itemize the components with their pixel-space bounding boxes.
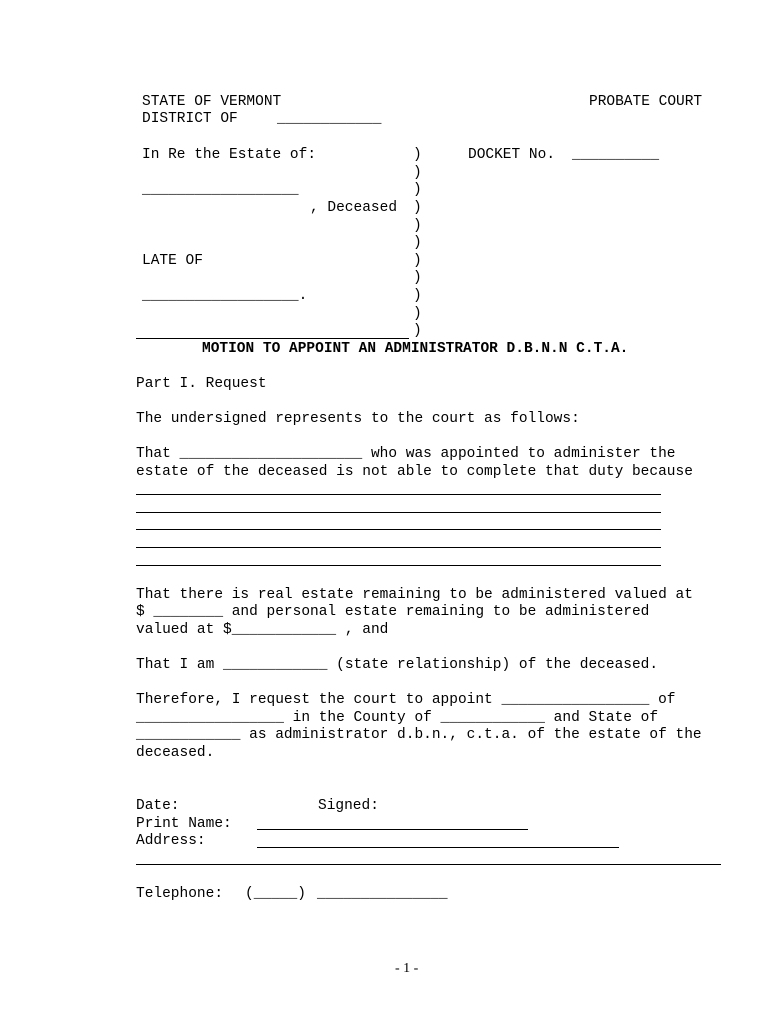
deceased-label: , Deceased: [310, 200, 398, 216]
reason-line[interactable]: [136, 547, 661, 548]
page-number: - 1 -: [395, 961, 419, 976]
estate-label: In Re the Estate of:: [142, 147, 317, 163]
print-name-field[interactable]: [257, 829, 528, 830]
intro-paragraph: The undersigned represents to the court as follows:: [136, 411, 580, 427]
district-label: DISTRICT OF: [142, 111, 238, 127]
address-label: Address:: [136, 833, 206, 849]
request-paragraph-line: _________________ in the County of ____________ and State of: [136, 710, 659, 726]
date-label: Date:: [136, 798, 180, 814]
district-blank[interactable]: ____________: [277, 111, 382, 127]
address-field[interactable]: [257, 847, 619, 848]
reason-line[interactable]: [136, 565, 661, 566]
reason-line[interactable]: [136, 494, 661, 495]
caption-bracket: ): [413, 147, 422, 163]
address-second-line[interactable]: [136, 864, 721, 865]
phone-number-field[interactable]: _______________: [317, 886, 448, 902]
caption-bracket: ): [413, 218, 422, 234]
estate-value-line: $ ________ and personal estate remaining to be administered: [136, 604, 650, 620]
caption-bracket: ): [413, 306, 422, 322]
motion-title: MOTION TO APPOINT AN ADMINISTRATOR D.B.N.N C.T.A.: [202, 341, 629, 357]
caption-bottom-rule: [136, 338, 409, 339]
telephone-label: Telephone:: [136, 886, 224, 902]
caption-bracket: ): [413, 200, 422, 216]
state-heading: STATE OF VERMONT: [142, 94, 282, 110]
caption-bracket: ): [413, 182, 422, 198]
caption-bracket: ): [413, 288, 422, 304]
late-of-blank[interactable]: __________________.: [142, 288, 308, 304]
caption-bracket: ): [413, 270, 422, 286]
docket-label: DOCKET No.: [468, 147, 556, 163]
court-heading: PROBATE COURT: [589, 94, 703, 110]
reason-line[interactable]: [136, 512, 661, 513]
deceased-name-blank[interactable]: __________________: [142, 182, 299, 198]
docket-blank[interactable]: __________: [572, 147, 660, 163]
late-of-label: LATE OF: [142, 253, 203, 269]
caption-bracket: ): [413, 235, 422, 251]
relationship-paragraph: That I am ____________ (state relationship) of the deceased.: [136, 657, 659, 673]
part-heading: Part I. Request: [136, 376, 267, 392]
signed-label: Signed:: [318, 798, 379, 814]
administrator-paragraph-line: estate of the deceased is not able to complete that duty because: [136, 464, 693, 480]
caption-bracket: ): [413, 165, 422, 181]
request-paragraph-line: ____________ as administrator d.b.n., c.t.a. of the estate of the: [136, 727, 702, 743]
caption-bracket: ): [413, 253, 422, 269]
print-name-label: Print Name:: [136, 816, 232, 832]
request-paragraph-line: Therefore, I request the court to appoint _________________ of: [136, 692, 676, 708]
caption-bracket: ): [413, 323, 422, 339]
estate-value-line: That there is real estate remaining to be administered valued at: [136, 587, 693, 603]
estate-value-line: valued at $____________ , and: [136, 622, 389, 638]
reason-line[interactable]: [136, 529, 661, 530]
phone-area-code-field[interactable]: (_____): [245, 886, 306, 902]
request-paragraph-line: deceased.: [136, 745, 215, 761]
administrator-paragraph-line: That _____________________ who was appointed to administer the: [136, 446, 676, 462]
